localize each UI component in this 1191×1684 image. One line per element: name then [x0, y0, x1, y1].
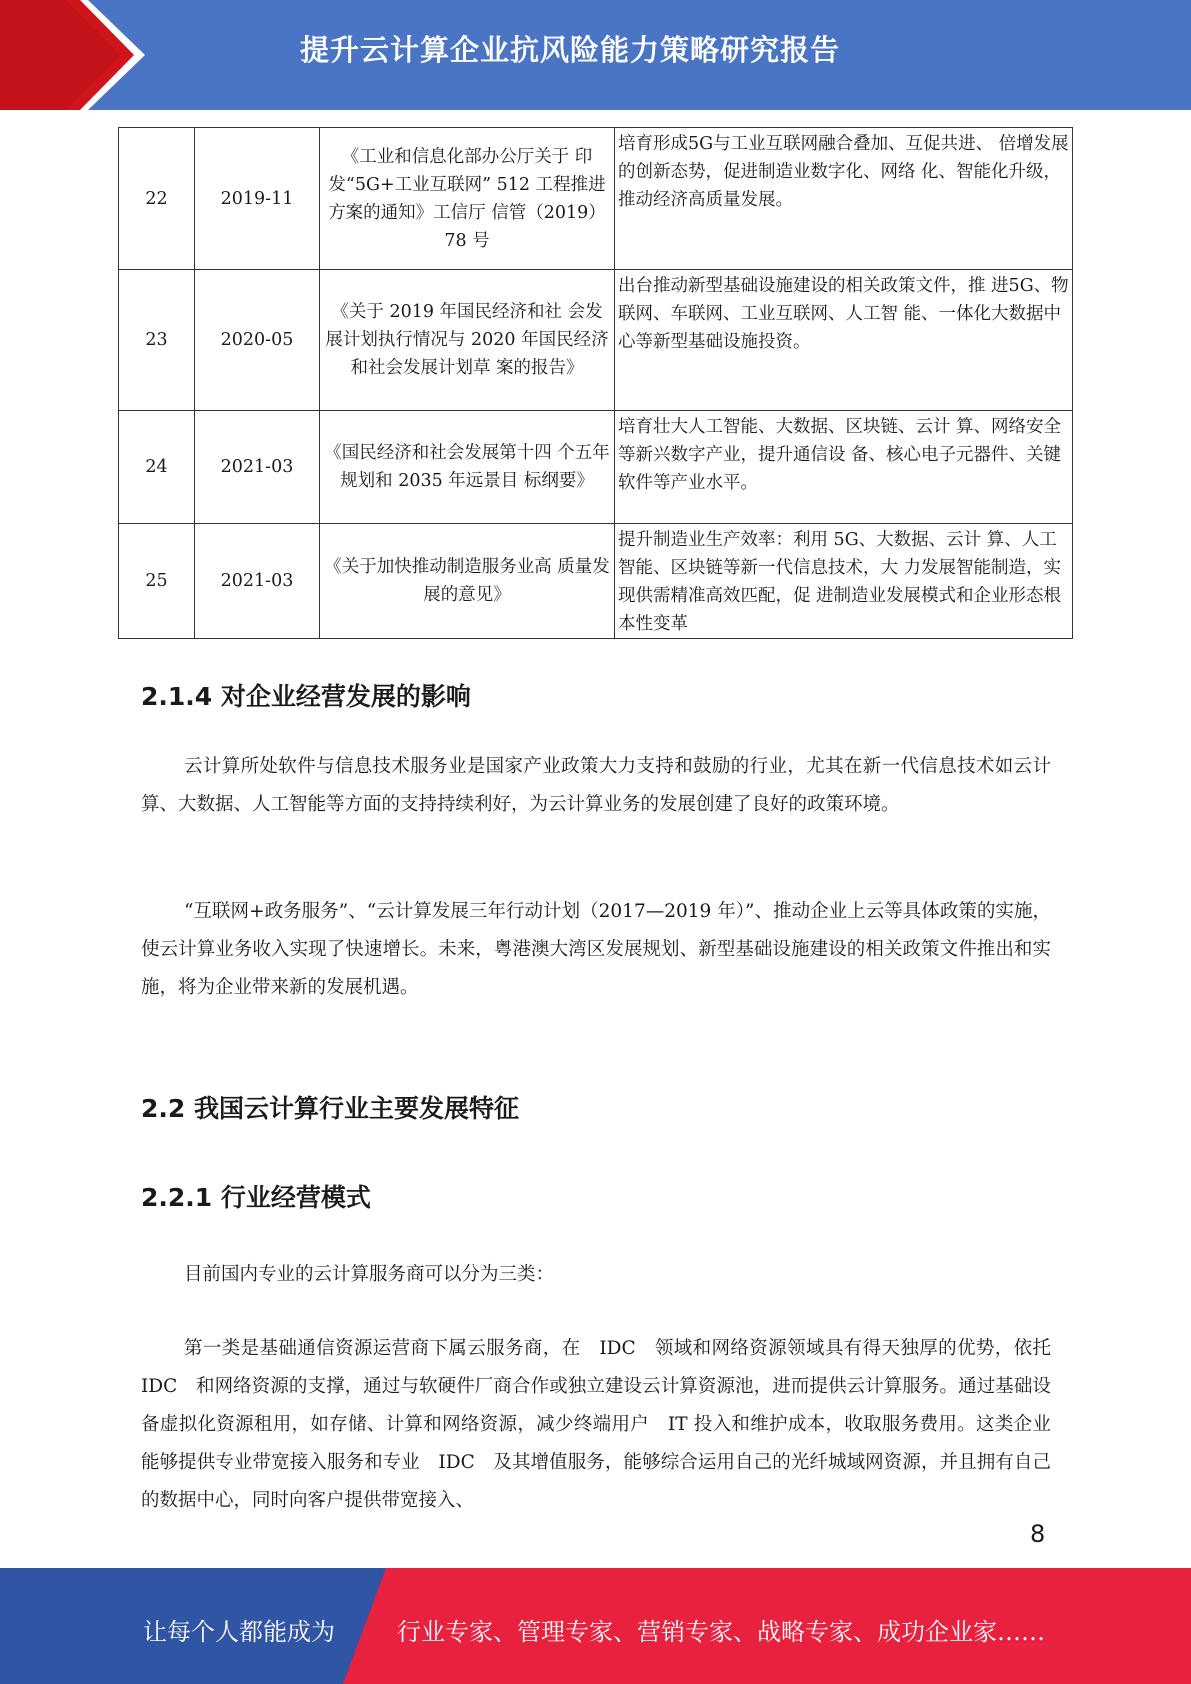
row-date: 2021-03	[195, 524, 320, 639]
section-heading-2-1-4: 2.1.4 对企业经营发展的影响	[141, 682, 471, 711]
row-description: 培育形成5G与工业互联网融合叠加、互促共进、 倍增发展的创新态势，促进制造业数字化、网络 化、智能化升级，推动经济高质量发展。	[615, 128, 1073, 270]
row-number: 22	[119, 128, 195, 270]
paragraph: 第一类是基础通信资源运营商下属云服务商，在 IDC 领域和网络资源领域具有得天独厚的优势，依托 IDC 和网络资源的支撑，通过与软硬件厂商合作或独立建设云计算资源池，进而提供云计算服务。通过基础设备虚拟化资源租用，如存储、计算和网络资源，减少终端用户 IT 投入和维护成本，收取服务费用。这类企业能够提供专业带宽接入服务和专业 IDC 及其增值服务，能够综合运用自己的光纤城域网资源，并且拥有自己的数据中心，同时向客户提供带宽接入、	[141, 1338, 1070, 1511]
row-document: 《关于 2019 年国民经济和社 会发展计划执行情况与 2020 年国民经济和社会发展计划草 案的报告》	[320, 270, 615, 411]
policy-table	[118, 127, 1073, 639]
row-number: 23	[119, 270, 195, 411]
row-description: 培育壮大人工智能、大数据、区块链、云计 算、网络安全等新兴数字产业，提升通信设 备、核心电子元器件、关键软件等产业水平。	[615, 411, 1073, 524]
table-row	[119, 524, 1073, 639]
row-document: 《关于加快推动制造服务业高 质量发展的意见》	[320, 524, 615, 639]
header-chevron-decoration	[0, 0, 160, 110]
row-date: 2020-05	[195, 270, 320, 411]
paragraph: “互联网+政务服务”、“云计算发展三年行动计划（2017—2019 年）”、推动企业上云等具体政策的实施，使云计算业务收入实现了快速增长。未来，粤港澳大湾区发展规划、新型基础设施建设的相关政策文件推出和实施，将为企业带来新的发展机遇。	[141, 901, 1051, 998]
paragraph: 目前国内专业的云计算服务商可以分为三类：	[184, 1264, 555, 1285]
row-document: 《工业和信息化部办公厅关于 印发“5G+工业互联网” 512 工程推进方案的通知》工信厅 信管（2019） 78 号	[320, 128, 615, 270]
footer-slogan-right: 行业专家、管理专家、营销专家、战略专家、成功企业家……	[397, 1618, 1045, 1646]
page-number: 8	[1030, 1520, 1046, 1548]
row-number: 24	[119, 411, 195, 524]
row-document: 《国民经济和社会发展第十四 个五年规划和 2035 年远景目 标纲要》	[320, 411, 615, 524]
row-date: 2019-11	[195, 128, 320, 270]
row-description: 提升制造业生产效率：利用 5G、大数据、云计 算、人工智能、区块链等新一代信息技术，大 力发展智能制造，实现供需精准高效匹配，促 进制造业发展模式和企业形态根本性变革	[615, 524, 1073, 639]
footer-slogan-left: 让每个人都能成为	[143, 1618, 335, 1646]
row-date: 2021-03	[195, 411, 320, 524]
section-heading-2-2-1: 2.2.1 行业经营模式	[141, 1183, 371, 1212]
report-title: 提升云计算企业抗风险能力策略研究报告	[300, 33, 841, 67]
row-description: 出台推动新型基础设施建设的相关政策文件，推 进5G、物联网、车联网、工业互联网、人工智 能、一体化大数据中心等新型基础设施投资。	[615, 270, 1073, 411]
section-heading-2-2: 2.2 我国云计算行业主要发展特征	[141, 1094, 519, 1123]
table-row	[119, 270, 1073, 411]
row-number: 25	[119, 524, 195, 639]
table-row	[119, 128, 1073, 270]
page-header	[0, 0, 1191, 110]
page-footer	[0, 1568, 1191, 1684]
table-row	[119, 411, 1073, 524]
paragraph: 云计算所处软件与信息技术服务业是国家产业政策大力支持和鼓励的行业，尤其在新一代信息技术如云计算、大数据、人工智能等方面的支持持续利好，为云计算业务的发展创建了良好的政策环境。	[141, 756, 1051, 815]
